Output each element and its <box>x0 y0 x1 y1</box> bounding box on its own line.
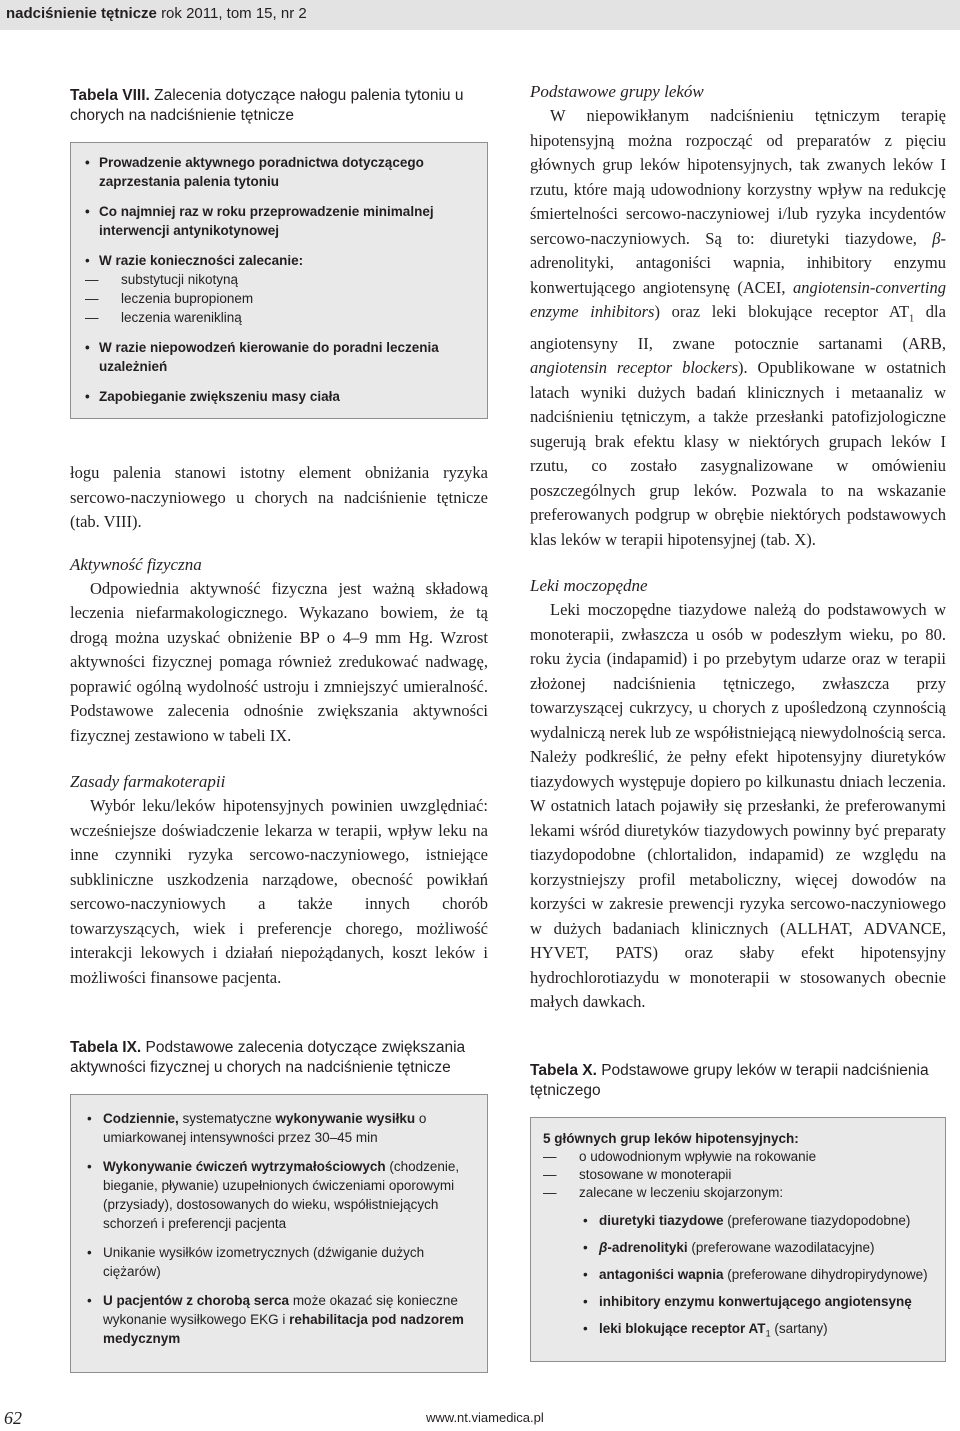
table10-bold: leki blokujące receptor AT <box>599 1320 766 1336</box>
table9-label: Tabela IX. <box>70 1039 142 1056</box>
table10-bold: -adrenolityki <box>607 1239 688 1255</box>
paragraph-physical-activity: Odpowiednia aktywność fizyczna jest ważną składową leczenia niefarmakologicznego. Wykazano bowiem, że tą drogą można uzyskać obniżenie BP o 4–9 mm Hg. Wzrost aktywności fizycznej pomaga również zredukować nadwagę, poprawić ogólną wydolność ustroju i zmniejszyć umieralność. Podstawowe zalecenia odnośnie zwiększania aktywności fizycznej zestawiono w tabeli IX. <box>70 578 488 745</box>
table10-text: (sartany) <box>770 1320 828 1336</box>
heading-diuretics: Leki moczopędne <box>530 576 648 596</box>
page-number: 62 <box>4 1408 22 1428</box>
text-run: angiotensin-converting enzyme inhibitors <box>530 277 946 321</box>
table10-item <box>583 1212 933 1230</box>
table10-item <box>583 1266 933 1284</box>
table9-bold: Wykonywanie ćwiczeń wytrzymałościowych <box>103 1159 386 1174</box>
left-column <box>70 86 488 1373</box>
table10-label: Tabela X. <box>530 1061 597 1079</box>
table10-box <box>530 1117 946 1363</box>
footer-url: www.nt.viamedica.pl <box>426 1410 544 1425</box>
table10-bold: β <box>599 1239 608 1255</box>
table9-text: (chodzenie, bieganie, pływanie) uzupełnionych ćwiczeniami oporowymi (przysiady), dostosowanych do wieku, współistniejących schorzeń i preferencji pacjenta <box>103 1159 460 1231</box>
table8-subitem: — leczenia bupropionem <box>85 289 475 308</box>
table9-text: systematyczne <box>178 1111 276 1126</box>
text-run: ). Opublikowane w ostatnich latach wyniki dużych badań klinicznych i metaanaliz w nadciśnieniu tętniczym, a także przesłanki patofizjologiczne sugerują brak efektu klasy w niektórych grupach leków I rzutu, co zostało zasygnalizowane w omówieniu poszczególnych grup leków. Pozwala to na wskazanie preferowanych podgrup w obrębie niektórych podstawowych klas leków w terapii hipotensyjnej (tab. X). <box>530 358 946 549</box>
table9-item <box>87 1291 475 1348</box>
text-run: 1 <box>909 313 915 325</box>
table10-dash: — stosowane w monoterapii <box>543 1166 933 1184</box>
table10-text: (preferowane dihydropirydynowe) <box>723 1266 928 1282</box>
table9-box <box>70 1094 488 1373</box>
table10-head: 5 głównych grup leków hipotensyjnych: <box>543 1130 799 1146</box>
table9-item <box>87 1157 475 1233</box>
table9-title: Podstawowe zalecenia dotyczące zwiększania aktywności fizycznej u chorych na nadciśnienie tętnicze <box>70 1039 466 1076</box>
table8-item: • Zapobieganie zwiększeniu masy ciała <box>85 387 475 406</box>
table8-subitem: — substytucji nikotyną <box>85 270 475 289</box>
table9-bold: wykonywanie wysiłku <box>275 1111 416 1126</box>
right-column <box>530 80 946 1362</box>
paragraph-diuretics: Leki moczopędne tiazydowe należą do podstawowych w monoterapii, zwłaszcza u osób w podeszłym wieku, po 80. roku życia (indapamid) i po przebytym udarze oraz w terapii złożonej nadciśnienia tętniczego, zwłaszcza przy towarzyszącej cukrzycy, u chorych z upośledzoną czynnością wydalniczą nerek lub ze współistniejącą niewydolnością serca. Należy podkreślić, że pełny efekt hipotensyjny diuretyków tiazydowych występuje dopiero po kilkunastu dniach leczenia. W ostatnich latach pojawiły się przesłanki, że preferowanymi lekami wśród diuretyków tiazydowych powinny być preparaty tiazydopodobne (chlortalidon, indapamid) ze względu na korzystniejszy profil metaboliczny, więcej dowodów na korzyści w zakresie prewencji ryzyka sercowo-naczyniowego w dużych badaniach klinicznych (ALLHAT, ADVANCE, HYVET, PATS) oraz słaby efekt hipotensyjny hydrochlorotiazydu w monoterapii w stosowanych obecnie małych dawkach. <box>530 600 946 1012</box>
table9-bold: U pacjentów z chorobą serca <box>103 1293 290 1308</box>
running-header <box>0 0 960 30</box>
table9-text: o umiarkowanej intensywności przez 30–45 min <box>103 1111 427 1145</box>
table9-caption <box>70 1038 488 1078</box>
table8-item: • W razie niepowodzeń kierowanie do poradni leczenia uzależnień <box>85 338 475 376</box>
table10-bold: diuretyki tiazydowe <box>599 1212 724 1228</box>
table10-text: (preferowane tiazydopodobne) <box>723 1212 911 1228</box>
text-run: angiotensin receptor blockers <box>530 358 738 378</box>
heading-drug-groups: Podstawowe grupy leków <box>530 82 704 101</box>
table10-item <box>583 1320 933 1343</box>
table8-caption <box>70 86 488 126</box>
table10-list <box>583 1212 933 1343</box>
issue-info: rok 2011, tom 15, nr 2 <box>161 5 307 22</box>
table9-item <box>87 1109 475 1147</box>
text-run: β <box>932 228 941 248</box>
table8-item <box>85 251 475 327</box>
table10-dash: — zalecane w leczeniu skojarzonym: <box>543 1184 933 1202</box>
text-run: W niepowikłanym nadciśnieniu tętniczym terapię hipotensyjną można rozpocząć od preparatów z pięciu głównych grup leków hipotensyjnych, tak zwanych leków I rzutu, które mają udowodniony korzystny wpływ na redukcję śmiertelności sercowo-naczyniowej i/lub ryzyka incydentów sercowo-naczyniowych. Są to: diuretyki tiazydowe, <box>530 106 946 248</box>
table10-caption <box>530 1061 946 1101</box>
table10-bold: antagoniści wapnia <box>599 1266 724 1282</box>
text-run: -adrenolityki, antagoniści wapnia, inhibitory enzymu konwertującego angiotensynę (ACEI, <box>530 228 946 297</box>
table10-bold: inhibitory enzymu konwertującego angiotensynę <box>599 1293 912 1309</box>
table10-item <box>583 1293 933 1311</box>
table10-dash: — o udowodnionym wpływie na rokowanie <box>543 1148 933 1166</box>
table9-bold: Codziennie, <box>103 1111 179 1126</box>
text-run: ) oraz leki blokujące receptor AT <box>654 302 910 321</box>
header-text <box>6 5 307 22</box>
paragraph-pharmacotherapy: Wybór leku/leków hipotensyjnych powinien uwzględniać: wcześniejsze doświadczenie lekarza w terapii, wpływ leku na inne czynniki ryzyka sercowo-naczyniowego, istniejące subkliniczne uszkodzenia narządowe, obecność powikłań sercowo-naczyniowych a także innych chorób towarzyszących, wiek i preferencje chorego, możliwość interakcji lekowych i działań niepożądanych, koszt leków i możliwości finansowe pacjenta. <box>70 796 488 987</box>
table10-title: Podstawowe grupy leków w terapii nadciśnienia tętniczego <box>530 1061 929 1099</box>
table8-item: • Prowadzenie aktywnego poradnictwa dotyczącego zaprzestania palenia tytoniu <box>85 153 475 191</box>
table9-item: • Unikanie wysiłków izometrycznych (dźwiganie dużych ciężarów) <box>87 1243 475 1281</box>
heading-physical-activity: Aktywność fizyczna <box>70 554 202 574</box>
paragraph-drug-groups <box>530 104 946 552</box>
table8-subitem: — leczenia warenikliną <box>85 308 475 327</box>
table10-sub: 1 <box>765 1328 771 1339</box>
journal-name: nadciśnienie tętnicze <box>6 5 157 22</box>
table8-item-text: • W razie konieczności zalecanie: <box>99 253 304 268</box>
paragraph-smoking: łogu palenia stanowi istotny element obniżania ryzyka sercowo-naczyniowego u chorych na nadciśnienie tętnicze (tab. VIII). <box>70 463 488 531</box>
table10-item <box>583 1239 933 1257</box>
table8-title: Zalecenia dotyczące nałogu palenia tytoniu u chorych na nadciśnienie tętnicze <box>70 87 464 124</box>
table9-text: może okazać się konieczne wykonanie wysiłkowego EKG i <box>103 1293 458 1327</box>
heading-pharmacotherapy: Zasady farmakoterapii <box>70 772 226 791</box>
table10-text: (preferowane wazodilatacyjne) <box>687 1239 875 1255</box>
text-run: dla angiotensyny II, zwane potocznie sartanami (ARB, <box>530 302 946 353</box>
table9-bold: rehabilitacja pod nadzorem medycznym <box>103 1312 464 1346</box>
table8-label: Tabela VIII. <box>70 87 150 104</box>
table8-box <box>70 142 488 419</box>
table8-item: • Co najmniej raz w roku przeprowadzenie minimalnej interwencji antynikotynowej <box>85 202 475 240</box>
